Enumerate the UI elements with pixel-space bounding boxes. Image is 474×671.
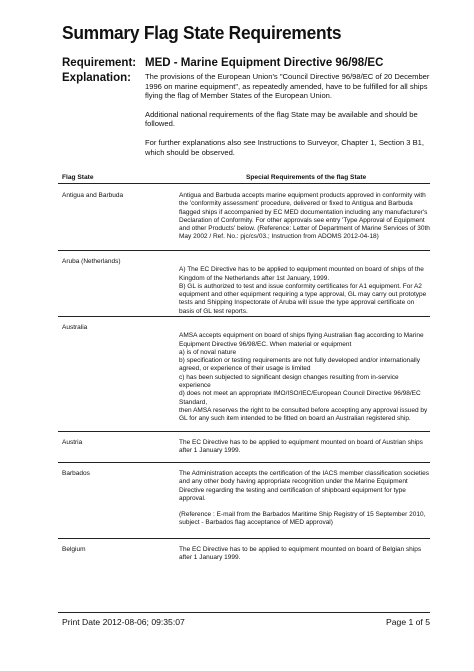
table-row-state: Antigua and Barbuda <box>62 192 124 199</box>
requirement-paragraph: (Reference : E-mail from the Barbados Maritime Ship Registry of 15 September 2010, subject - Barbados flag acceptance of MED approval) <box>179 511 426 527</box>
page-title: Summary Flag State Requirements <box>62 22 342 43</box>
column-header-requirements: Special Requirements of the flag State <box>246 174 367 181</box>
header-divider <box>58 183 430 184</box>
requirement-paragraph: The EC Directive has to be applied to equipment mounted on board of Austrian ships after 1 January 1999. <box>179 439 423 455</box>
page-number: Page 1 of 5 <box>386 617 430 627</box>
requirement-paragraph: The EC Directive has to be applied to equipment mounted on board of Belgian ships after 1 January 1999. <box>179 546 422 562</box>
print-date: Print Date 2012-08-06; 09:35:07 <box>62 617 185 627</box>
table-row-state: Belgium <box>62 546 86 553</box>
requirement-paragraph: A) The EC Directive has to be applied to equipment mounted on board of ships of the Kingdom of the Netherlands after 1st January, 1999. B) GL is authorized to test and issue conformity certificates for A1 equipment. For A2 equipment and other equipment requiring a type approval, GL may carry out prototype tests and Shipping Inspectorate of Aruba will issue the type approval certificate on basis of GL test reports. <box>179 266 427 315</box>
row-divider <box>58 538 430 539</box>
table-row-requirements <box>179 324 431 432</box>
explanation-paragraph: For further explanations also see Instructions to Surveyor, Chapter 1, Section 3 B1, which should be observed. <box>145 137 425 157</box>
table-row-requirements <box>179 470 431 528</box>
explanation-paragraph: The provisions of the European Union's "Council Directive 96/98/EC of 20 December 1996 on marine equipment", as repeatedly amended, have to be fulfilled for all ships flying the flag of Member States of the European Union. <box>145 72 430 101</box>
column-header-flag-state: Flag State <box>62 174 94 181</box>
requirement-value: MED - Marine Equipment Directive 96/98/EC <box>145 57 384 69</box>
table-row-state: Austria <box>62 439 83 446</box>
table-row-state: Aruba (Netherlands) <box>62 258 121 265</box>
requirement-paragraph: Antigua and Barbuda accepts marine equipment products approved in conformity with the 'conformity assessment' procedure, delivered or fixed to Antigua and Barbuda flagged ships if accompanied by EC MED documentation including any manufacturer's Declaration of Conformity. For other approvals see entry 'Type Approval of Equipment and other Products' below. (Reference: Letter of Department of Marine Services of 30th May 2002 / Ref. No.: pjc/cs/03.; Instruction from ADOMS 2012-04-18) <box>179 192 430 241</box>
requirement-paragraph: AMSA accepts equipment on board of ships flying Australian flag according to Marine Equipment Directive 96/98/EC. When material or equipment a) is of noval nature b) specification or testing requirements are not fully developed and/or internationally agreed, or experience of their usage is limited c) has been subjected to significant design changes resulting from in-service experience d) does not meet an appropriate IMO/ISO/IEC/European Council Directive 96/98/EC Standard, then AMSA reserves the right to be consulted before accepting any approval issued by GL for any such item intended to be fitted on board an Australian registered ship. <box>179 332 428 423</box>
explanation-text <box>145 72 430 166</box>
requirement-label: Requirement: <box>62 57 137 69</box>
footer-divider <box>58 612 430 613</box>
explanation-paragraph: Additional national requirements of the flag State may be available and should be followed. <box>145 109 418 129</box>
row-divider <box>58 431 430 432</box>
row-divider <box>58 462 430 463</box>
row-divider <box>58 316 430 317</box>
table-row-requirements <box>179 192 431 242</box>
row-divider <box>58 250 430 251</box>
table-row-state: Australia <box>62 324 88 331</box>
requirement-paragraph: The Administration accepts the certification of the IACS member classification societies and any other body having appropriate recognition under the Marine Equipment Directive regarding the testing and certification of shipboard equipment for type approval. <box>179 470 429 502</box>
table-row-requirements <box>179 258 431 324</box>
table-row-requirements <box>179 546 431 563</box>
table-row-requirements <box>179 439 431 456</box>
explanation-label: Explanation: <box>62 72 132 84</box>
table-row-state: Barbados <box>62 470 90 477</box>
